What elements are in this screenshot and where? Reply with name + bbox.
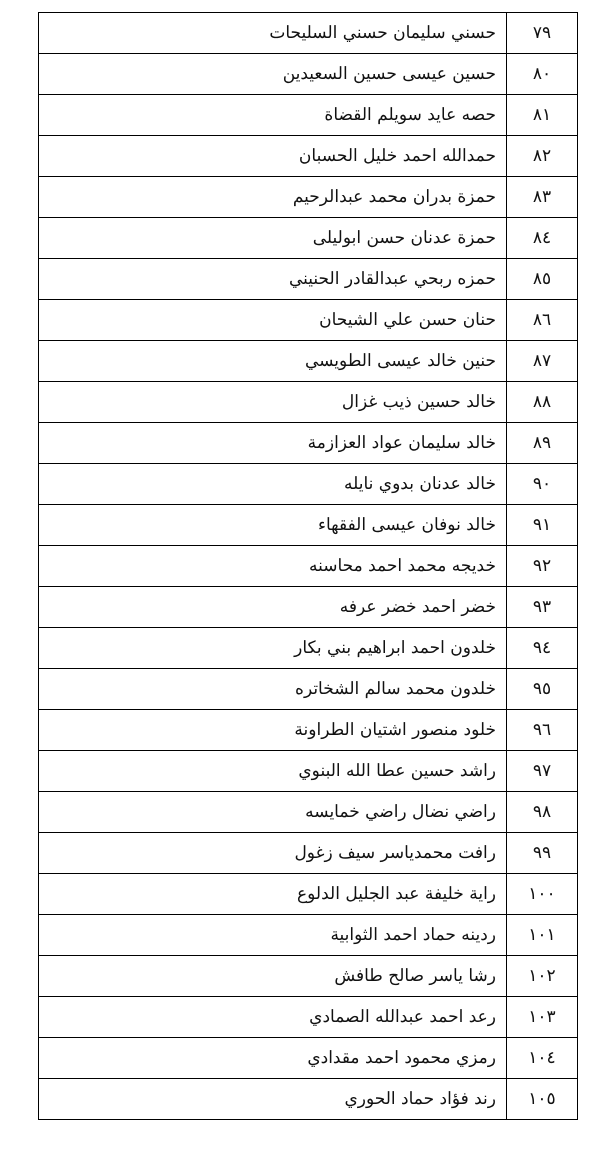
row-number: ٩٠ (507, 464, 578, 505)
row-number: ٩٣ (507, 587, 578, 628)
row-number: ١٠٢ (507, 956, 578, 997)
row-number: ٨٩ (507, 423, 578, 464)
person-name: حسين عيسى حسين السعيدين (39, 54, 507, 95)
table-row (39, 300, 578, 341)
table-row (39, 382, 578, 423)
table-row (39, 464, 578, 505)
row-number: ٨٣ (507, 177, 578, 218)
row-number: ٨١ (507, 95, 578, 136)
table-row (39, 587, 578, 628)
table-row (39, 1038, 578, 1079)
table-row (39, 423, 578, 464)
table-row (39, 915, 578, 956)
row-number: ٨٥ (507, 259, 578, 300)
person-name: حمزه ربحي عبدالقادر الحنيني (39, 259, 507, 300)
table-row (39, 1079, 578, 1120)
person-name: حصه عايد سويلم القضاة (39, 95, 507, 136)
row-number: ٩٢ (507, 546, 578, 587)
person-name: خالد حسين ذيب غزال (39, 382, 507, 423)
person-name: راية خليفة عبد الجليل الدلوع (39, 874, 507, 915)
table-row (39, 218, 578, 259)
person-name: رشا ياسر صالح طافش (39, 956, 507, 997)
row-number: ٨٢ (507, 136, 578, 177)
names-table (38, 12, 578, 1120)
table-row (39, 628, 578, 669)
row-number: ٨٤ (507, 218, 578, 259)
row-number: ١٠٠ (507, 874, 578, 915)
row-number: ١٠٥ (507, 1079, 578, 1120)
row-number: ٨٧ (507, 341, 578, 382)
table-row (39, 341, 578, 382)
table-row (39, 259, 578, 300)
row-number: ٩٧ (507, 751, 578, 792)
person-name: خلود منصور اشتيان الطراونة (39, 710, 507, 751)
row-number: ٩٦ (507, 710, 578, 751)
table-row (39, 956, 578, 997)
person-name: حمدالله احمد خليل الحسبان (39, 136, 507, 177)
table-row (39, 546, 578, 587)
row-number: ٩٤ (507, 628, 578, 669)
person-name: حنان حسن علي الشيحان (39, 300, 507, 341)
table-row (39, 792, 578, 833)
table-row (39, 874, 578, 915)
table-row (39, 710, 578, 751)
row-number: ٩١ (507, 505, 578, 546)
person-name: خالد نوفان عيسى الفقهاء (39, 505, 507, 546)
person-name: خديجه محمد احمد محاسنه (39, 546, 507, 587)
names-table-body (39, 13, 578, 1120)
person-name: خلدون احمد ابراهيم بني بكار (39, 628, 507, 669)
table-row (39, 669, 578, 710)
person-name: حمزة عدنان حسن ابوليلى (39, 218, 507, 259)
row-number: ٨٦ (507, 300, 578, 341)
table-row (39, 177, 578, 218)
person-name: راضي نضال راضي خمايسه (39, 792, 507, 833)
person-name: خالد سليمان عواد العزازمة (39, 423, 507, 464)
row-number: ٩٩ (507, 833, 578, 874)
table-row (39, 136, 578, 177)
row-number: ١٠١ (507, 915, 578, 956)
row-number: ٩٨ (507, 792, 578, 833)
person-name: رافت محمدياسر سيف زغول (39, 833, 507, 874)
row-number: ١٠٤ (507, 1038, 578, 1079)
person-name: حنين خالد عيسى الطويسي (39, 341, 507, 382)
table-row (39, 13, 578, 54)
table-row (39, 505, 578, 546)
table-row (39, 95, 578, 136)
row-number: ٨٨ (507, 382, 578, 423)
person-name: حمزة بدران محمد عبدالرحيم (39, 177, 507, 218)
row-number: ٨٠ (507, 54, 578, 95)
person-name: رند فؤاد حماد الحوري (39, 1079, 507, 1120)
row-number: ٧٩ (507, 13, 578, 54)
row-number: ٩٥ (507, 669, 578, 710)
person-name: خلدون محمد سالم الشخاتره (39, 669, 507, 710)
person-name: خالد عدنان بدوي نايله (39, 464, 507, 505)
person-name: راشد حسين عطا الله البنوي (39, 751, 507, 792)
table-row (39, 833, 578, 874)
person-name: خضر احمد خضر عرفه (39, 587, 507, 628)
row-number: ١٠٣ (507, 997, 578, 1038)
person-name: ردينه حماد احمد الثوابية (39, 915, 507, 956)
table-row (39, 997, 578, 1038)
table-row (39, 751, 578, 792)
person-name: رعد احمد عبدالله الصمادي (39, 997, 507, 1038)
person-name: حسني سليمان حسني السليحات (39, 13, 507, 54)
table-row (39, 54, 578, 95)
person-name: رمزي محمود احمد مقدادي (39, 1038, 507, 1079)
